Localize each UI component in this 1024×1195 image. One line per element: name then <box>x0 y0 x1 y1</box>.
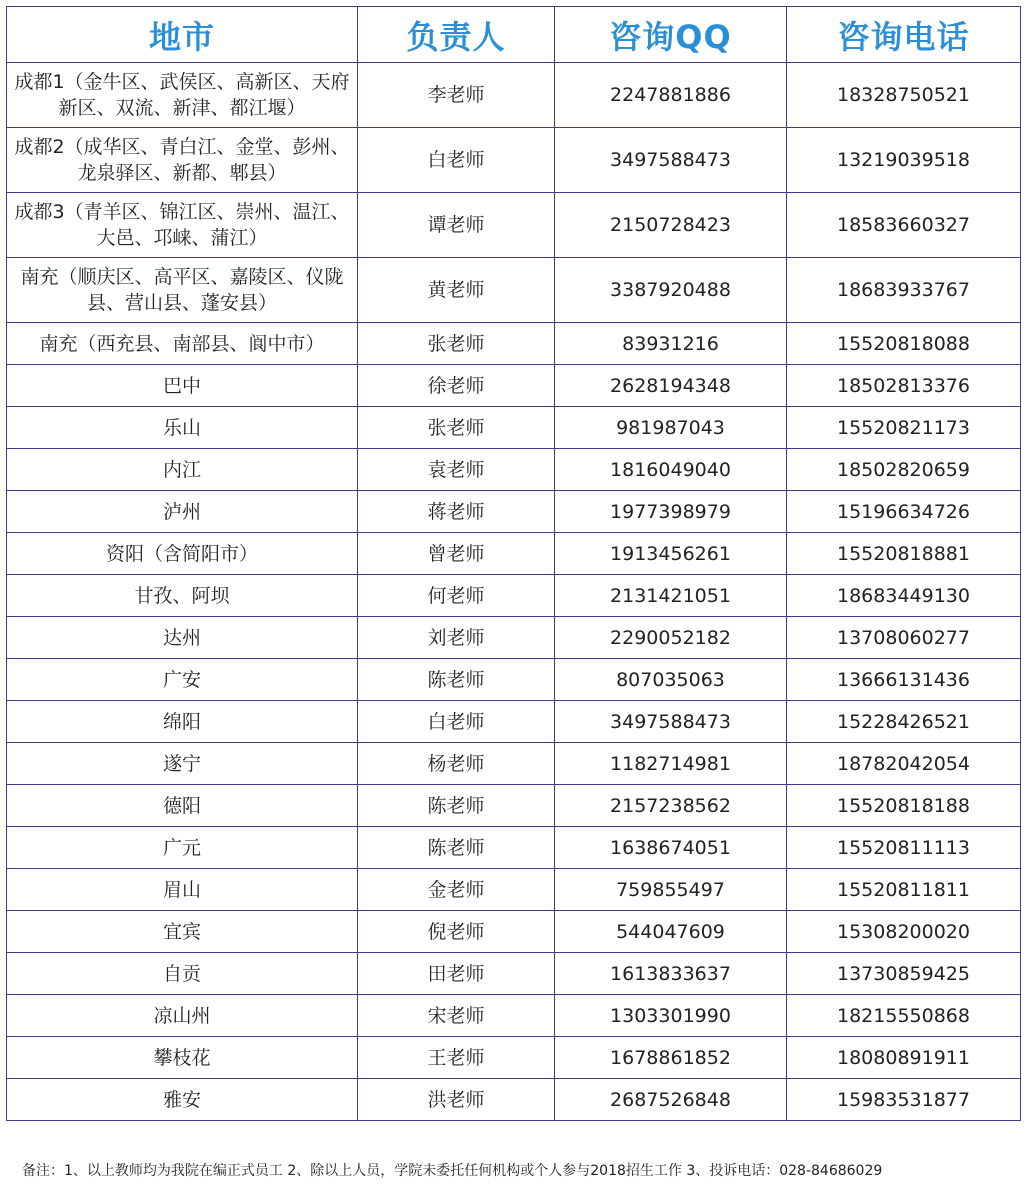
city-cell: 达州 <box>7 617 358 659</box>
header-city: 地市 <box>7 7 358 63</box>
city-cell: 攀枝花 <box>7 1037 358 1079</box>
qq-cell: 1182714981 <box>555 743 787 785</box>
phone-cell: 18080891911 <box>787 1037 1021 1079</box>
phone-cell: 15520818188 <box>787 785 1021 827</box>
qq-cell: 1678861852 <box>555 1037 787 1079</box>
contact-cell: 李老师 <box>358 63 555 128</box>
phone-cell: 13708060277 <box>787 617 1021 659</box>
city-cell: 乐山 <box>7 407 358 449</box>
city-cell: 雅安 <box>7 1079 358 1121</box>
table-row <box>7 743 1021 785</box>
qq-cell: 3497588473 <box>555 128 787 193</box>
phone-cell: 18215550868 <box>787 995 1021 1037</box>
table-row <box>7 1037 1021 1079</box>
table-row <box>7 63 1021 128</box>
city-cell: 成都1（金牛区、武侯区、高新区、天府新区、双流、新津、都江堰） <box>7 63 358 128</box>
phone-cell: 18583660327 <box>787 193 1021 258</box>
table-row <box>7 869 1021 911</box>
contact-cell: 张老师 <box>358 407 555 449</box>
qq-cell: 1613833637 <box>555 953 787 995</box>
qq-cell: 1816049040 <box>555 449 787 491</box>
qq-cell: 2628194348 <box>555 365 787 407</box>
table-row <box>7 617 1021 659</box>
qq-cell: 981987043 <box>555 407 787 449</box>
contact-cell: 王老师 <box>358 1037 555 1079</box>
phone-cell: 18782042054 <box>787 743 1021 785</box>
table-row <box>7 659 1021 701</box>
contact-cell: 杨老师 <box>358 743 555 785</box>
contact-cell: 曾老师 <box>358 533 555 575</box>
phone-cell: 18502813376 <box>787 365 1021 407</box>
qq-cell: 1638674051 <box>555 827 787 869</box>
table-row <box>7 575 1021 617</box>
table-row <box>7 995 1021 1037</box>
table-row <box>7 323 1021 365</box>
phone-cell: 15520818881 <box>787 533 1021 575</box>
qq-cell: 544047609 <box>555 911 787 953</box>
qq-cell: 1303301990 <box>555 995 787 1037</box>
contact-cell: 张老师 <box>358 323 555 365</box>
phone-cell: 15520811811 <box>787 869 1021 911</box>
contact-cell: 洪老师 <box>358 1079 555 1121</box>
table-body <box>7 63 1021 1121</box>
footnote: 备注：1、以上教师均为我院在编正式员工 2、除以上人员，学院未委托任何机构或个人参与2018招生工作 3、投诉电话：028-84686029 <box>22 1163 883 1179</box>
phone-cell: 15196634726 <box>787 491 1021 533</box>
city-cell: 南充（西充县、南部县、阆中市） <box>7 323 358 365</box>
table-row <box>7 491 1021 533</box>
table-row <box>7 449 1021 491</box>
header-phone: 咨询电话 <box>787 7 1021 63</box>
contact-cell: 何老师 <box>358 575 555 617</box>
table-row <box>7 701 1021 743</box>
city-cell: 绵阳 <box>7 701 358 743</box>
header-qq: 咨询QQ <box>555 7 787 63</box>
city-cell: 广安 <box>7 659 358 701</box>
qq-cell: 1913456261 <box>555 533 787 575</box>
city-cell: 泸州 <box>7 491 358 533</box>
city-cell: 成都3（青羊区、锦江区、崇州、温江、大邑、邛崃、蒲江） <box>7 193 358 258</box>
phone-cell: 18328750521 <box>787 63 1021 128</box>
table-row <box>7 785 1021 827</box>
table-row <box>7 953 1021 995</box>
table-row <box>7 1079 1021 1121</box>
qq-cell: 2290052182 <box>555 617 787 659</box>
table-row <box>7 193 1021 258</box>
contact-cell: 蒋老师 <box>358 491 555 533</box>
phone-cell: 18683933767 <box>787 258 1021 323</box>
contact-table <box>6 6 1021 1121</box>
city-cell: 德阳 <box>7 785 358 827</box>
phone-cell: 13219039518 <box>787 128 1021 193</box>
city-cell: 宜宾 <box>7 911 358 953</box>
qq-cell: 3497588473 <box>555 701 787 743</box>
phone-cell: 15983531877 <box>787 1079 1021 1121</box>
qq-cell: 2150728423 <box>555 193 787 258</box>
contact-cell: 陈老师 <box>358 827 555 869</box>
city-cell: 甘孜、阿坝 <box>7 575 358 617</box>
qq-cell: 3387920488 <box>555 258 787 323</box>
contact-cell: 宋老师 <box>358 995 555 1037</box>
city-cell: 南充（顺庆区、高平区、嘉陵区、仪陇县、营山县、蓬安县） <box>7 258 358 323</box>
table-row <box>7 258 1021 323</box>
contact-cell: 金老师 <box>358 869 555 911</box>
phone-cell: 15520811113 <box>787 827 1021 869</box>
qq-cell: 759855497 <box>555 869 787 911</box>
table-row <box>7 533 1021 575</box>
qq-cell: 2687526848 <box>555 1079 787 1121</box>
contact-cell: 陈老师 <box>358 659 555 701</box>
city-cell: 遂宁 <box>7 743 358 785</box>
contact-cell: 倪老师 <box>358 911 555 953</box>
qq-cell: 1977398979 <box>555 491 787 533</box>
phone-cell: 15308200020 <box>787 911 1021 953</box>
phone-cell: 15520821173 <box>787 407 1021 449</box>
phone-cell: 13666131436 <box>787 659 1021 701</box>
city-cell: 内江 <box>7 449 358 491</box>
contact-cell: 白老师 <box>358 701 555 743</box>
contact-cell: 徐老师 <box>358 365 555 407</box>
qq-cell: 807035063 <box>555 659 787 701</box>
phone-cell: 18683449130 <box>787 575 1021 617</box>
contact-cell: 白老师 <box>358 128 555 193</box>
qq-cell: 2157238562 <box>555 785 787 827</box>
table-row <box>7 827 1021 869</box>
phone-cell: 15228426521 <box>787 701 1021 743</box>
qq-cell: 2131421051 <box>555 575 787 617</box>
header-row <box>7 7 1021 63</box>
phone-cell: 13730859425 <box>787 953 1021 995</box>
table-row <box>7 128 1021 193</box>
city-cell: 资阳（含简阳市） <box>7 533 358 575</box>
header-contact: 负责人 <box>358 7 555 63</box>
contact-cell: 陈老师 <box>358 785 555 827</box>
phone-cell: 18502820659 <box>787 449 1021 491</box>
table-row <box>7 911 1021 953</box>
contact-cell: 谭老师 <box>358 193 555 258</box>
phone-cell: 15520818088 <box>787 323 1021 365</box>
contact-cell: 黄老师 <box>358 258 555 323</box>
qq-cell: 83931216 <box>555 323 787 365</box>
contact-cell: 袁老师 <box>358 449 555 491</box>
city-cell: 眉山 <box>7 869 358 911</box>
table-row <box>7 365 1021 407</box>
contact-cell: 刘老师 <box>358 617 555 659</box>
qq-cell: 2247881886 <box>555 63 787 128</box>
city-cell: 巴中 <box>7 365 358 407</box>
contact-cell: 田老师 <box>358 953 555 995</box>
city-cell: 自贡 <box>7 953 358 995</box>
city-cell: 成都2（成华区、青白江、金堂、彭州、龙泉驿区、新都、郫县） <box>7 128 358 193</box>
city-cell: 凉山州 <box>7 995 358 1037</box>
city-cell: 广元 <box>7 827 358 869</box>
table-row <box>7 407 1021 449</box>
